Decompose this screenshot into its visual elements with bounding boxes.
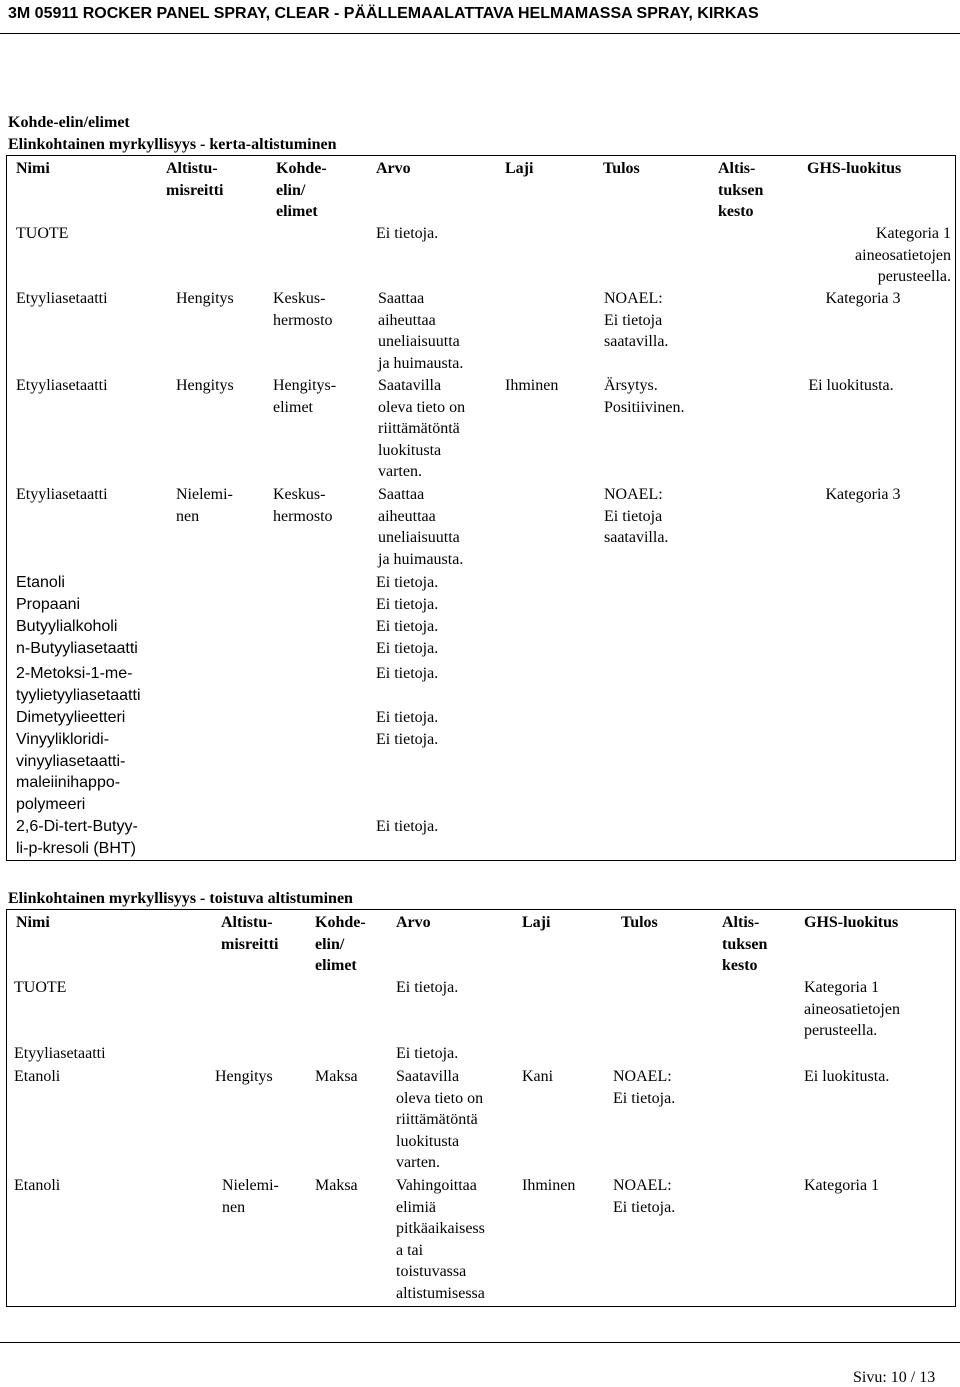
col-nimi: Nimi [16, 160, 50, 177]
cell-ghs: Kategoria 1 [804, 1177, 880, 1194]
col-nimi: Nimi [16, 914, 50, 931]
cell-tulos: Ärsytys. Positiivinen. [604, 377, 685, 416]
single-exposure-title: Elinkohtainen myrkyllisyys - kerta-altistuminen [8, 136, 337, 153]
cell-kohde-elin: Keskus- hermosto [273, 486, 333, 525]
cell-nimi: Vinyylikloridi- vinyyliasetaatti- maleiinihappo- polymeeri [16, 731, 126, 813]
cell-ghs: Ei luokitusta. [804, 1068, 890, 1085]
cell-nimi: Etanoli [16, 574, 65, 591]
col-altistumisreitti: Altistu- misreitti [166, 160, 224, 199]
section-title: Kohde-elin/elimet [8, 114, 130, 131]
cell-laji: Ihminen [505, 377, 559, 394]
cell-nimi: Etyyliasetaatti [16, 486, 108, 503]
cell-arvo: Ei tietoja. [376, 596, 439, 613]
col-kesto: Altis- tuksen kesto [718, 160, 764, 220]
cell-arvo: Ei tietoja. [376, 818, 439, 835]
cell-nimi: Etanoli [14, 1177, 61, 1194]
cell-arvo: Ei tietoja. [376, 640, 439, 657]
cell-arvo: Ei tietoja. [396, 979, 459, 996]
cell-laji: Kani [522, 1068, 554, 1085]
col-arvo: Arvo [376, 160, 411, 177]
cell-ghs: Kategoria 1 aineosatietojen perusteella. [855, 225, 951, 285]
col-arvo: Arvo [396, 914, 431, 931]
cell-kohde-elin: Hengitys- elimet [273, 377, 337, 416]
cell-tulos: NOAEL: Ei tietoja saatavilla. [604, 290, 669, 350]
cell-arvo: Ei tietoja. [396, 1045, 459, 1062]
cell-kohde-elin: Maksa [315, 1068, 358, 1085]
col-kesto: Altis- tuksen kesto [722, 914, 768, 974]
cell-arvo: Ei tietoja. [376, 225, 439, 242]
cell-arvo: Vahingoittaa elimiä pitkäaikaisess a tai toistuvassa altistumisessa [396, 1177, 485, 1302]
cell-nimi: TUOTE [16, 225, 69, 242]
col-ghs: GHS-luokitus [807, 160, 902, 177]
cell-tulos: NOAEL: Ei tietoja. [613, 1068, 676, 1107]
cell-laji: Ihminen [522, 1177, 576, 1194]
cell-arvo: Saatavilla oleva tieto on riittämätöntä luokitusta varten. [378, 377, 466, 480]
col-tulos: Tulos [621, 914, 658, 931]
cell-arvo: Saattaa aiheuttaa uneliaisuutta ja huimausta. [378, 486, 464, 568]
cell-altistumisreitti: Nielemi- nen [176, 486, 233, 525]
cell-altistumisreitti: Hengitys [176, 377, 234, 394]
cell-kohde-elin: Maksa [315, 1177, 358, 1194]
repeated-exposure-title: Elinkohtainen myrkyllisyys - toistuva altistuminen [8, 890, 353, 907]
cell-ghs: Kategoria 1 aineosatietojen perusteella. [804, 979, 900, 1039]
cell-kohde-elin: Keskus- hermosto [273, 290, 333, 329]
cell-altistumisreitti: Hengitys [176, 290, 234, 307]
cell-nimi: TUOTE [14, 979, 67, 996]
cell-arvo: Ei tietoja. [376, 709, 439, 726]
col-ghs: GHS-luokitus [804, 914, 899, 931]
page-number: Sivu: 10 / 13 [853, 1369, 936, 1386]
cell-altistumisreitti: Hengitys [215, 1068, 273, 1085]
cell-nimi: Propaani [16, 596, 81, 613]
repeated-exposure-table [6, 909, 956, 1307]
cell-nimi: Dimetyylieetteri [16, 709, 126, 726]
document-header: 3M 05911 ROCKER PANEL SPRAY, CLEAR - PÄÄLLEMAALATTAVA HELMAMASSA SPRAY, KIRKAS [8, 5, 759, 22]
cell-nimi: 2-Metoksi-1-me- tyylietyyliasetaatti [16, 665, 141, 704]
col-laji: Laji [522, 914, 551, 931]
col-tulos: Tulos [603, 160, 640, 177]
col-altistumisreitti: Altistu- misreitti [221, 914, 279, 953]
col-laji: Laji [505, 160, 534, 177]
cell-nimi: n-Butyyliasetaatti [16, 640, 138, 657]
col-kohde-elin: Kohde- elin/ elimet [276, 160, 327, 220]
cell-tulos: NOAEL: Ei tietoja. [613, 1177, 676, 1216]
single-exposure-table [6, 155, 956, 861]
cell-ghs: Kategoria 3 [825, 290, 901, 307]
footer-rule [0, 1342, 960, 1343]
col-kohde-elin: Kohde- elin/ elimet [315, 914, 366, 974]
cell-nimi: 2,6-Di-tert-Butyy- li-p-kresoli (BHT) [16, 818, 138, 857]
cell-arvo: Saatavilla oleva tieto on riittämätöntä luokitusta varten. [396, 1068, 484, 1171]
cell-ghs: Kategoria 3 [825, 486, 901, 503]
header-rule [0, 33, 960, 34]
cell-arvo: Ei tietoja. [376, 618, 439, 635]
cell-arvo: Ei tietoja. [376, 665, 439, 682]
cell-arvo: Saattaa aiheuttaa uneliaisuutta ja huimausta. [378, 290, 464, 372]
cell-ghs: Ei luokitusta. [808, 377, 894, 394]
cell-nimi: Etyyliasetaatti [16, 377, 108, 394]
cell-nimi: Butyylialkoholi [16, 618, 118, 635]
cell-arvo: Ei tietoja. [376, 574, 439, 591]
cell-altistumisreitti: Nielemi- nen [222, 1177, 279, 1216]
cell-arvo: Ei tietoja. [376, 731, 439, 748]
cell-nimi: Etanoli [14, 1068, 61, 1085]
cell-nimi: Etyyliasetaatti [16, 290, 108, 307]
cell-tulos: NOAEL: Ei tietoja saatavilla. [604, 486, 669, 546]
cell-nimi: Etyyliasetaatti [14, 1045, 106, 1062]
